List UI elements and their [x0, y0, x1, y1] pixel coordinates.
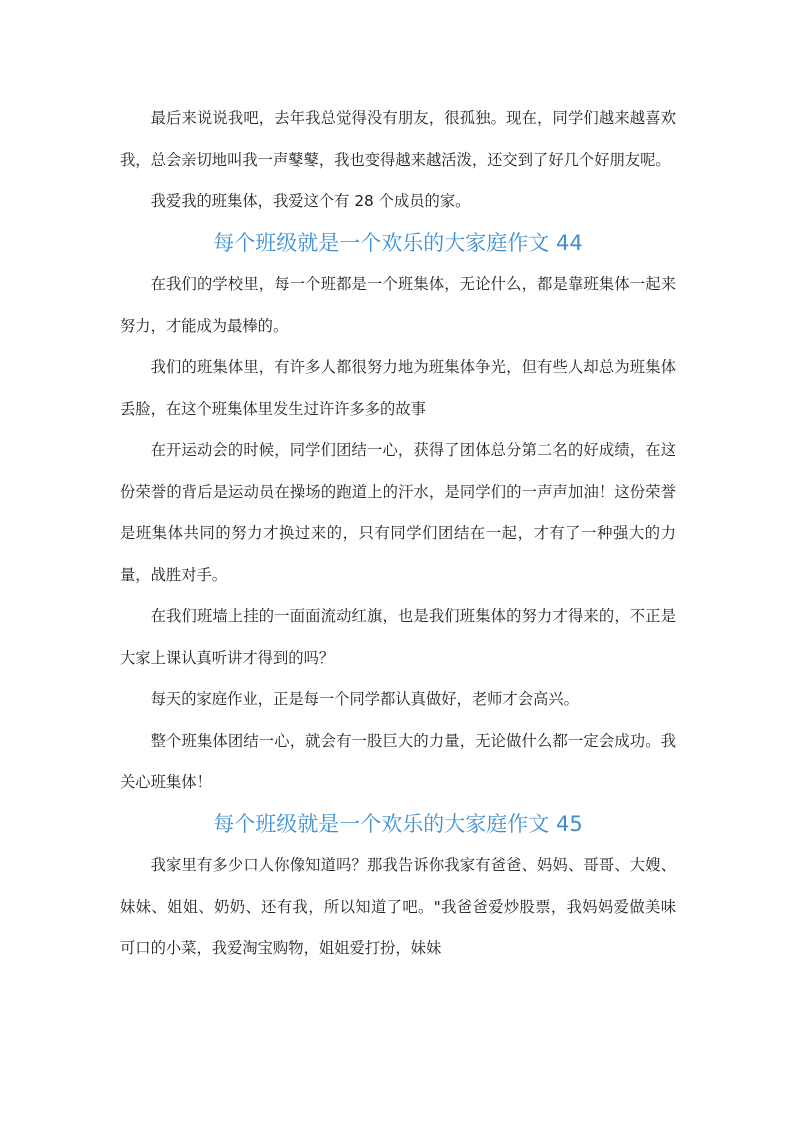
- paragraph-class-stories: 我们的班集体里，有许多人都很努力地为班集体争光，但有些人却总为班集体丢脸，在这个班集体里发生过许许多多的故事: [120, 358, 676, 418]
- paragraph-unity: 整个班集体团结一心，就会有一股巨大的力量，无论做什么都一定会成功。我关心班集体！: [120, 731, 676, 791]
- document-body: [120, 98, 676, 970]
- paragraph-homework: 每天的家庭作业，正是每一个同学都认真做好，老师才会高兴。: [150, 690, 579, 708]
- paragraph-class-collective: 在我们的学校里，每一个班都是一个班集体，无论什么，都是靠班集体一起来努力，才能成为最棒的。: [120, 275, 676, 335]
- essay-title-45: 每个班级就是一个欢乐的大家庭作文 45: [213, 811, 583, 836]
- essay-title-44: 每个班级就是一个欢乐的大家庭作文 44: [213, 230, 583, 255]
- paragraph-family-members: 我家里有多少口人你像知道吗？那我告诉你我家有爸爸、妈妈、哥哥、大嫂、妹妹、姐姐、奶奶、还有我，所以知道了吧。"我爸爸爱炒股票，我妈妈爱做美味可口的小菜，我爱淘宝购物，姐姐爱打扮，妹妹: [120, 856, 676, 957]
- paragraph-love-class: 我爱我的班集体，我爱这个有 28 个成员的家。: [150, 192, 471, 210]
- paragraph-red-flags: 在我们班墙上挂的一面面流动红旗，也是我们班集体的努力才得来的，不正是大家上课认真听讲才得到的吗？: [120, 607, 676, 667]
- paragraph-sports-meet: 在开运动会的时候，同学们团结一心，获得了团体总分第二名的好成绩，在这份荣誉的背后是运动员在操场的跑道上的汗水，是同学们的一声声加油！这份荣誉是班集体共同的努力才换过来的，只有同学们团结在一起，才有了一种强大的力量，战胜对手。: [120, 441, 676, 584]
- paragraph-lonely-to-friends: 最后来说说我吧，去年我总觉得没有朋友，很孤独。现在，同学们越来越喜欢我，总会亲切地叫我一声鼕鼕，我也变得越来越活泼，还交到了好几个好朋友呢。: [120, 109, 676, 169]
